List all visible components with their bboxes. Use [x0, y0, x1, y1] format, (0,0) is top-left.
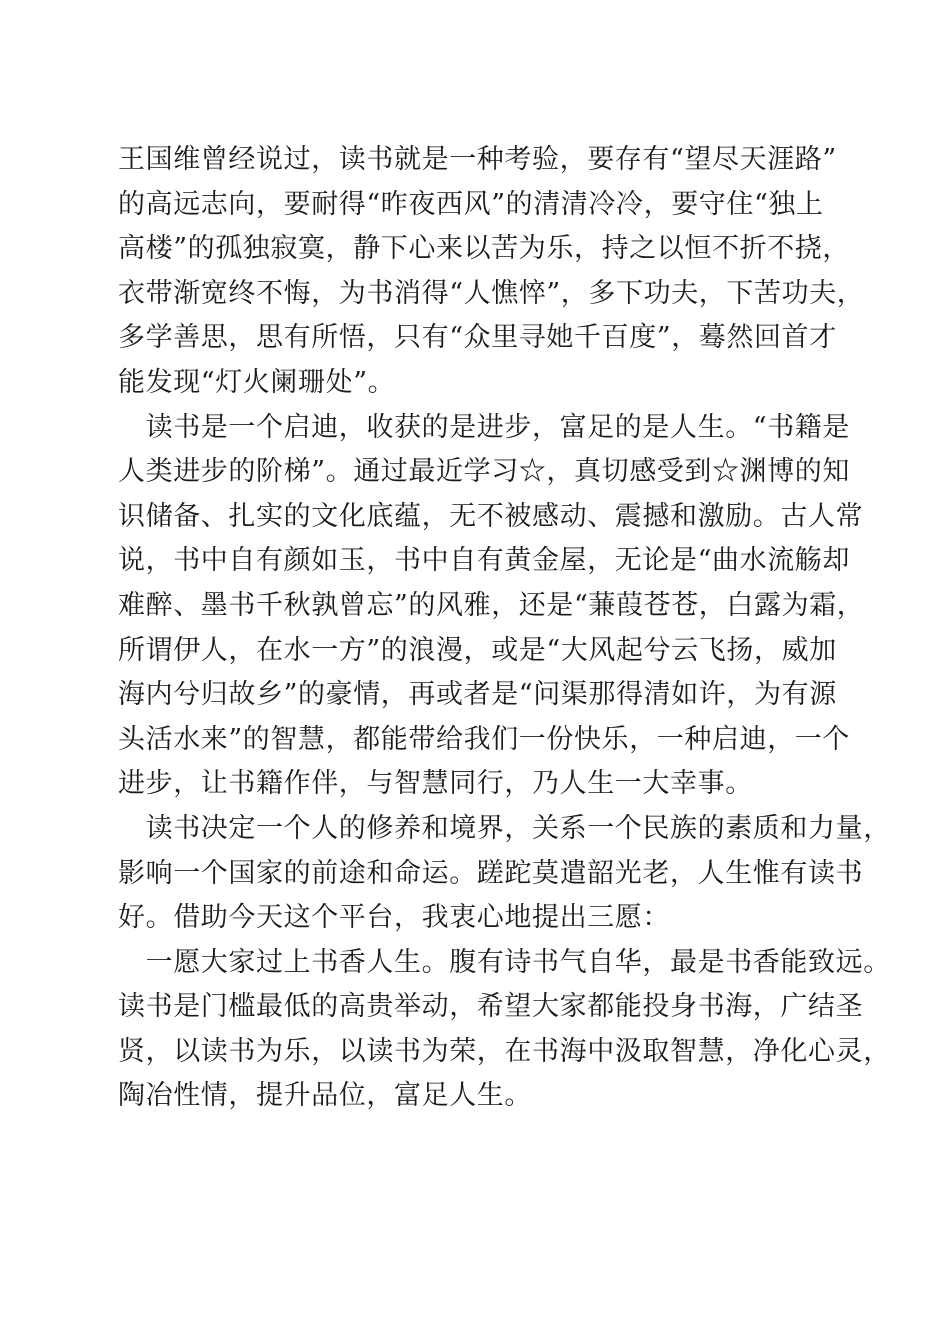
paragraph-line: 的高远志向，要耐得“昨夜西风”的清清冷冷，要守住“独上	[118, 188, 824, 220]
paragraph-2	[118, 406, 865, 807]
paragraph-line: 读书决定一个人的修养和境界，关系一个民族的素质和力量，	[118, 812, 891, 844]
paragraph-line: 贤，以读书为乐，以读书为荣，在书海中汲取智慧，净化心灵，	[118, 1035, 891, 1067]
paragraph-line: 海内兮归故乡”的豪情，再或者是“问渠那得清如许，为有源	[118, 679, 837, 711]
paragraph-line: 衣带渐宽终不悔，为书消得“人憔悴”，多下功夫，下苦功夫，	[118, 277, 865, 309]
paragraph-3	[118, 807, 891, 941]
paragraph-4	[118, 941, 891, 1119]
paragraph-line: 多学善思，思有所悟，只有“众里寻她千百度”，蓦然回首才	[118, 322, 837, 354]
paragraph-line: 一愿大家过上书香人生。腹有诗书气自华，最是书香能致远。	[118, 946, 891, 978]
paragraph-line: 识储备、扎实的文化底蕴，无不被感动、震撼和激励。古人常	[118, 500, 864, 532]
paragraph-line: 所谓伊人，在水一方”的浪漫，或是“大风起兮云飞扬，威加	[118, 634, 837, 666]
paragraph-line: 进步，让书籍作伴，与智慧同行，乃人生一大幸事。	[118, 768, 753, 800]
paragraph-line: 读书是一个启迪，收获的是进步，富足的是人生。“书籍是	[118, 411, 851, 443]
paragraph-line: 人类进步的阶梯”。通过最近学习☆，真切感受到☆渊博的知	[118, 456, 851, 488]
document-body	[118, 138, 891, 1119]
paragraph-line: 影响一个国家的前途和命运。蹉跎莫遣韶光老，人生惟有读书	[118, 857, 864, 889]
paragraph-line: 难醉、墨书千秋孰曾忘”的风雅，还是“蒹葭苍苍，白露为霜，	[118, 589, 865, 621]
paragraph-line: 王国维曾经说过，读书就是一种考验，要存有“望尽天涯路”	[118, 144, 837, 175]
paragraph-line: 能发现“灯火阑珊处”。	[118, 366, 396, 398]
paragraph-line: 读书是门槛最低的高贵举动，希望大家都能投身书海，广结圣	[118, 991, 864, 1023]
paragraph-1	[118, 138, 865, 406]
paragraph-line: 好。借助今天这个平台，我衷心地提出三愿：	[118, 902, 670, 934]
paragraph-line: 头活水来”的智慧，都能带给我们一份快乐，一种启迪，一个	[118, 723, 851, 755]
paragraph-line: 陶冶性情，提升品位，富足人生。	[118, 1080, 532, 1112]
paragraph-line: 说，书中自有颜如玉，书中自有黄金屋，无论是“曲水流觞却	[118, 545, 851, 577]
paragraph-line: 高楼”的孤独寂寞，静下心来以苦为乐，持之以恒不折不挠，	[118, 233, 851, 265]
